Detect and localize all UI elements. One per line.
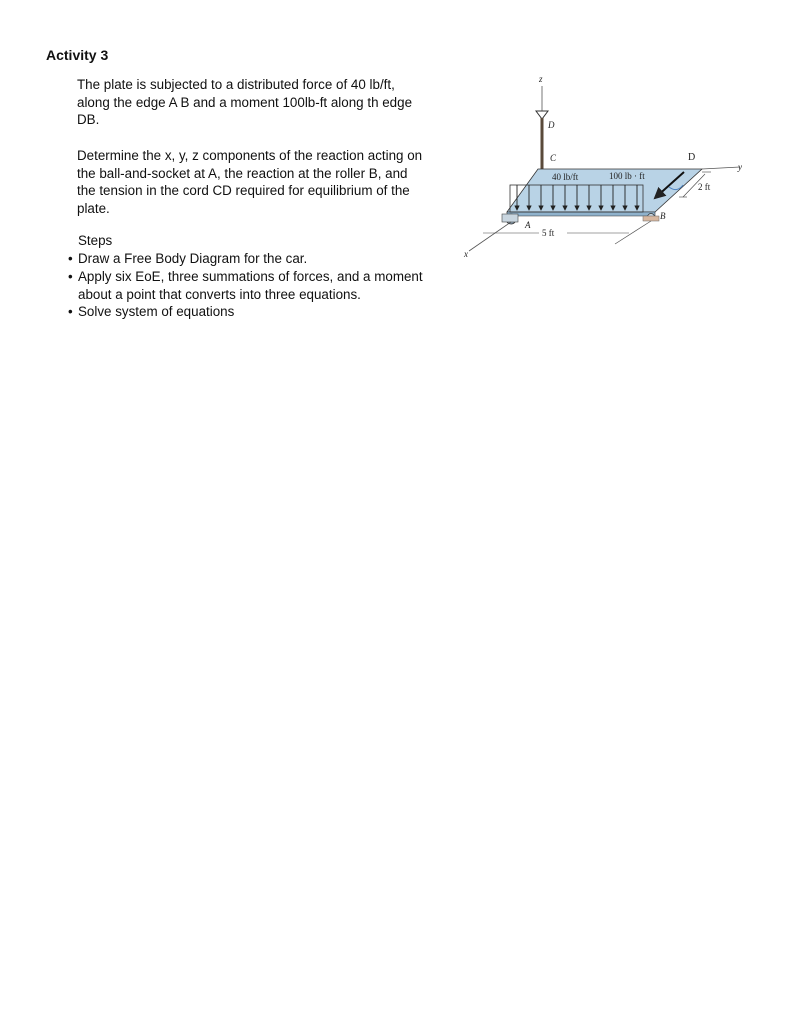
bullet-icon: • bbox=[68, 251, 73, 266]
bullet-icon: • bbox=[68, 268, 73, 284]
load-label: 40 lb/ft bbox=[552, 172, 579, 182]
plate bbox=[507, 169, 702, 212]
bullet-icon: • bbox=[68, 304, 73, 320]
x-axis-label: x bbox=[464, 249, 468, 259]
problem-line: The plate is subjected to a distributed force of 40 lb/ft, bbox=[77, 77, 395, 92]
plate-edge bbox=[507, 212, 655, 216]
step-item: • Apply six EoE, three summations of forces, and a moment bbox=[68, 268, 423, 284]
cord-support-icon bbox=[536, 111, 548, 119]
problem-line: DB. bbox=[77, 112, 100, 128]
dimension-2ft-label: 2 ft bbox=[698, 182, 711, 192]
point-c-label: C bbox=[550, 153, 557, 163]
step-item-continuation: about a point that converts into three equations. bbox=[78, 286, 361, 302]
roller-b-base bbox=[643, 216, 659, 221]
point-a-label: A bbox=[525, 220, 531, 230]
x-axis bbox=[469, 222, 511, 251]
plate-diagram bbox=[455, 68, 755, 268]
problem-line: the tension in the cord CD required for equilibrium of the bbox=[77, 183, 410, 199]
point-d-top-label: D bbox=[548, 120, 555, 130]
steps-list bbox=[66, 250, 456, 321]
support-a-base bbox=[502, 214, 518, 222]
point-b-label: B bbox=[660, 211, 666, 221]
step-item: • Solve system of equations bbox=[68, 304, 235, 320]
plate-diagram-svg bbox=[455, 68, 755, 268]
activity-title: Activity 3 bbox=[46, 47, 109, 63]
y-axis-label: y bbox=[738, 162, 742, 172]
problem-line: the ball-and-socket at A, the reaction at the roller B, and bbox=[77, 165, 408, 181]
ground-line-b bbox=[615, 221, 651, 244]
problem-description bbox=[77, 76, 452, 129]
problem-line: Determine the x, y, z components of the reaction acting on bbox=[77, 148, 423, 163]
problem-question bbox=[77, 147, 452, 217]
moment-label: 100 lb · ft bbox=[609, 171, 645, 181]
dimension-5ft-label: 5 ft bbox=[542, 228, 555, 238]
z-axis-label: z bbox=[539, 74, 543, 84]
problem-line: along the edge A B and a moment 100lb-ft along th edge bbox=[77, 94, 413, 110]
problem-line: plate. bbox=[77, 200, 110, 216]
y-axis bbox=[702, 167, 740, 169]
point-d-right-label: D bbox=[688, 152, 696, 163]
steps-heading: Steps bbox=[78, 233, 113, 248]
step-item: • Draw a Free Body Diagram for the car. bbox=[68, 251, 308, 266]
